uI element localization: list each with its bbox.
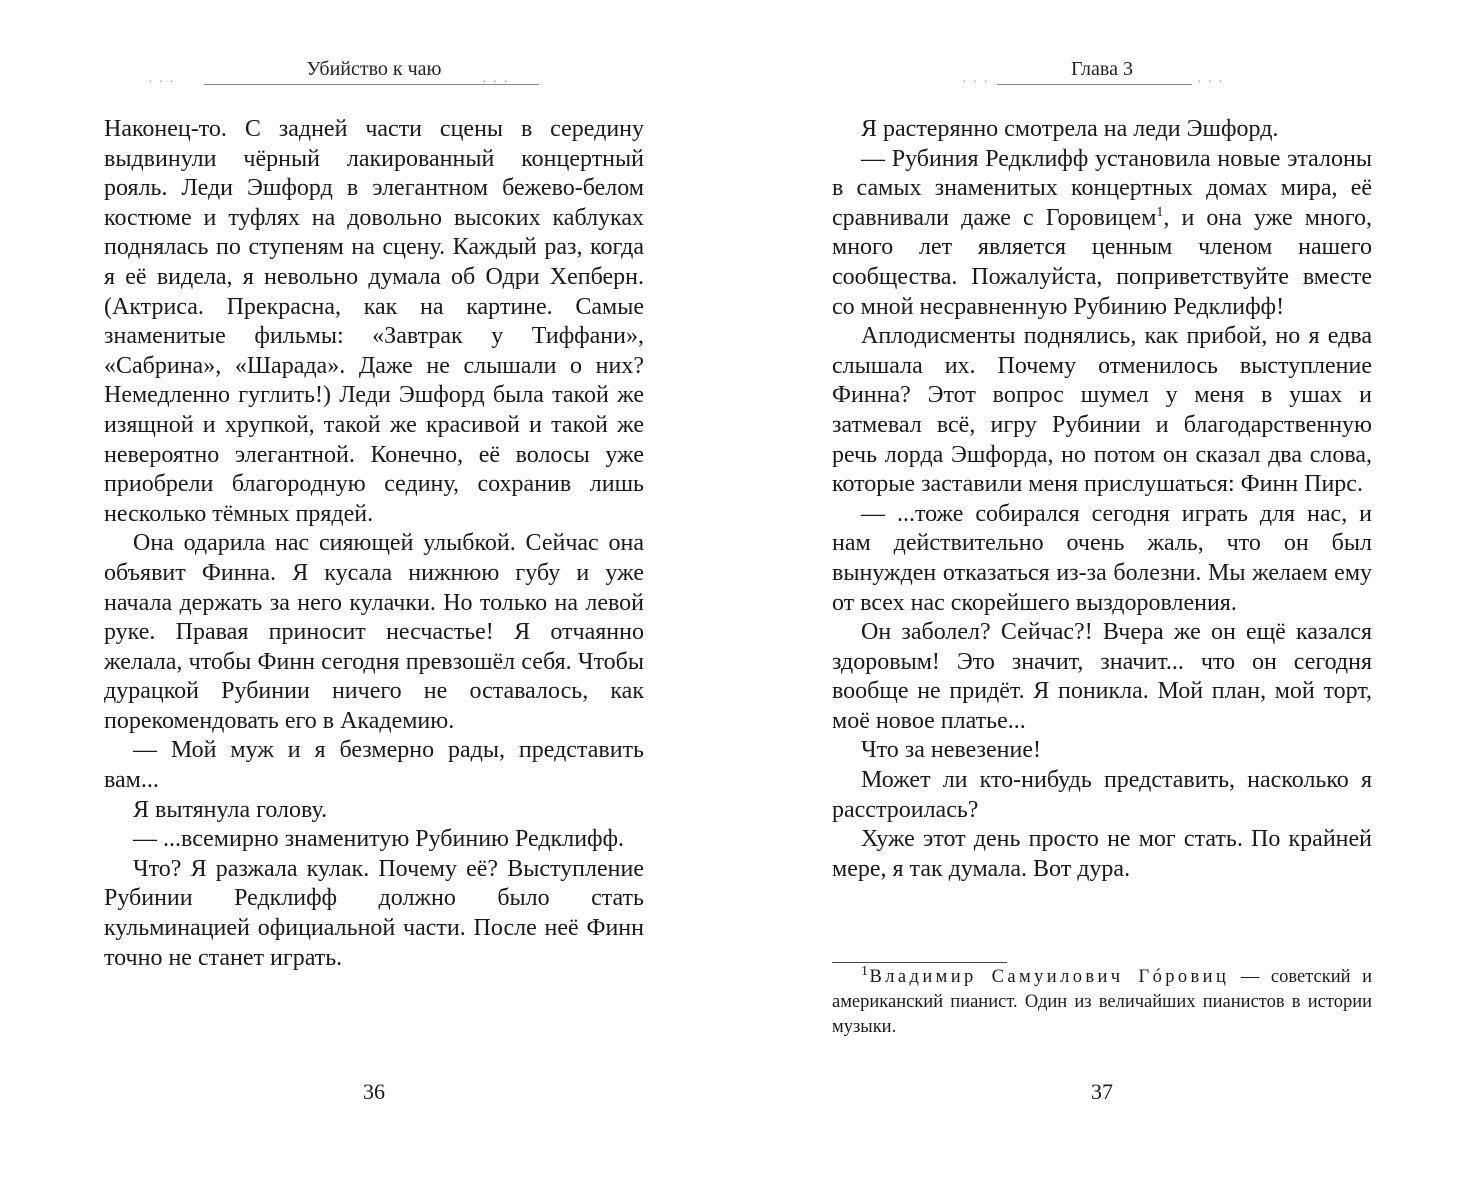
right-page-text (832, 115, 1372, 884)
ornament-dots-right: ··· (482, 75, 514, 90)
paragraph: Он заболел? Сейчас?! Вчера же он ещё казался здоровым! Это значит, значит... что он сегодня вообще не придёт. Я поникла. Мой план, мой торт, моё новое платье... (832, 619, 1372, 734)
paragraph: Наконец-то. С задней части сцены в середину выдвинули чёрный лакированный концертный рояль. Леди Эшфорд в элегантном бежево-белом костюме и туфлях на довольно высоких каблуках поднялась по ступеням на сцену. Каждый раз, когда я её видела, я невольно думала об Одри Хепберн. (Актриса. Прекрасна, как на картине. Самые знаменитые фильмы: «Завтрак у Тиффани», «Сабрина», «Шарада». Даже не слышали о них? Немедленно гуглить!) Леди Эшфорд была такой же изящной и хрупкой, такой же красивой и такой же невероятно элегантной. Конечно, её волосы уже приобрели благородную седину, сохранив лишь несколько тёмных прядей. (104, 116, 644, 527)
footnote (832, 965, 1372, 1040)
paragraph-part: , и она уже много, много лет является ценным членом нашего сообщества. Пожалуйста, поприветствуйте вместе со мной несравненную Рубинию Редклифф! (832, 204, 1373, 320)
paragraph: — Мой муж и я безмерно рады, представить вам... (104, 737, 644, 794)
paragraph: Я вытянула голову. (133, 796, 328, 823)
paragraph: Аплодисменты поднялись, как прибой, но я едва слышала их. Почему отменилось выступление Финна? Этот вопрос шумел у меня в ушах и затмевал всё, игру Рубинии и благодарственную речь лорда Эшфорда, но потом он сказал два слова, которые заставили меня прислушаться: Финн Пирс. (832, 323, 1372, 498)
footnote-number: 1 (861, 963, 868, 979)
footnote-body: — советский и американский пианист. Один из величайших пианистов в истории музыки. (832, 967, 1372, 1037)
paragraph: Что? Я разжала кулак. Почему её? Выступление Рубинии Редклифф должно было стать кульминацией официальной части. После неё Финн точно не станет играть. (104, 855, 644, 971)
paragraph: — ...всемирно знаменитую Рубинию Редклифф. (133, 826, 624, 853)
ornament-dots-left: ··· (962, 75, 994, 90)
ornament-dots-right: ··· (1197, 75, 1229, 90)
head-rule-right (997, 84, 1192, 85)
book-title-header: Убийство к чаю (306, 58, 442, 80)
left-page (104, 0, 644, 1182)
paragraph-part: — Рубиния Редклифф установила новые эталоны в самых знаменитых концертных домах мира, её сравнивали даже с Горовицем (832, 145, 1372, 231)
running-head-left (104, 56, 644, 96)
ornament-dots-left: ··· (148, 75, 180, 90)
paragraph: Она одарила нас сияющей улыбкой. Сейчас она объявит Финна. Я кусала нижнюю губу и уже начала держать за него кулачки. Но только на левой руке. Правая приносит несчастье! Я отчаянно желала, чтобы Финн сегодня превзошёл себя. Чтобы дурацкой Рубинии ничего не оставалось, как порекомендовать его в Академию. (104, 530, 644, 734)
paragraph: — ...тоже собирался сегодня играть для нас, и нам действительно очень жаль, что он был вынужден отказаться из-за болезни. Мы желаем ему от всех нас скорейшего выздоровления. (832, 500, 1372, 616)
chapter-title-header: Глава 3 (1071, 58, 1133, 80)
running-head-right (832, 56, 1372, 96)
right-page (832, 0, 1372, 1182)
paragraph-with-footnote (832, 145, 1372, 323)
footnote-rule (832, 962, 1007, 963)
left-page-text (104, 115, 644, 973)
paragraph: Что за невезение! (861, 737, 1041, 764)
paragraph: Я растерянно смотрела на леди Эшфорд. (861, 116, 1279, 142)
page-number-right: 37 (1091, 1079, 1113, 1104)
paragraph: Может ли кто-нибудь представить, насколько я расстроилась? (832, 767, 1372, 823)
footnote-text (832, 965, 1372, 1040)
page-number-left: 36 (363, 1079, 385, 1104)
paragraph: Хуже этот день просто не мог стать. По крайней мере, я так думала. Вот дура. (832, 826, 1372, 882)
footnote-marker: 1 (1156, 204, 1164, 220)
footnote-name: Владимир Самуилович Гóровиц (869, 967, 1230, 987)
